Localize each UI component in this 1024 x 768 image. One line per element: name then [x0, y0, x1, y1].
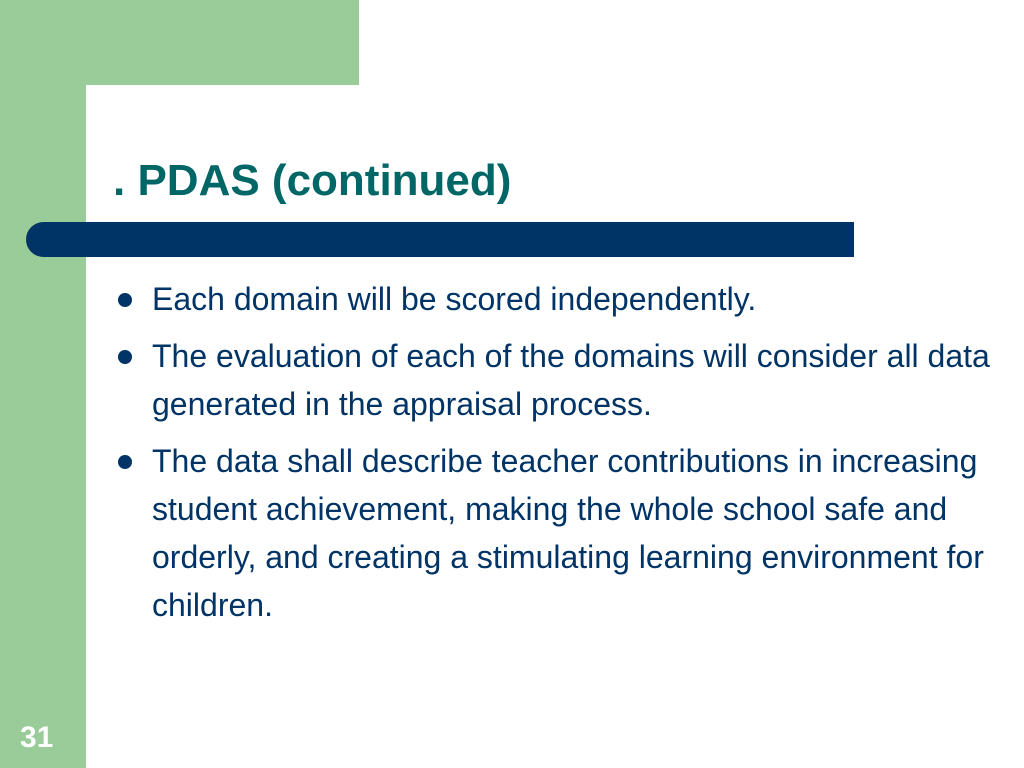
title-underline-bar: [26, 222, 854, 257]
bullet-dot-icon: [118, 350, 132, 364]
green-side-band: [0, 0, 86, 768]
bullet-text: The data shall describe teacher contributions in increasing student achievement, making the whole school safe and orderly, and creating a stimulating learning environment for children.: [152, 443, 984, 623]
bullet-item: [113, 437, 1003, 629]
bullet-text: Each domain will be scored independently.: [152, 281, 757, 317]
bullet-list: [113, 275, 1003, 638]
slide-title: . PDAS (continued): [113, 156, 512, 205]
bullet-text: The evaluation of each of the domains will consider all data generated in the appraisal process.: [152, 338, 990, 422]
bullet-item: [113, 275, 1003, 323]
bullet-item: [113, 332, 1003, 428]
bullet-dot-icon: [118, 455, 132, 469]
slide-number: 31: [20, 721, 54, 754]
green-top-band: [0, 0, 359, 85]
bullet-dot-icon: [118, 293, 132, 307]
